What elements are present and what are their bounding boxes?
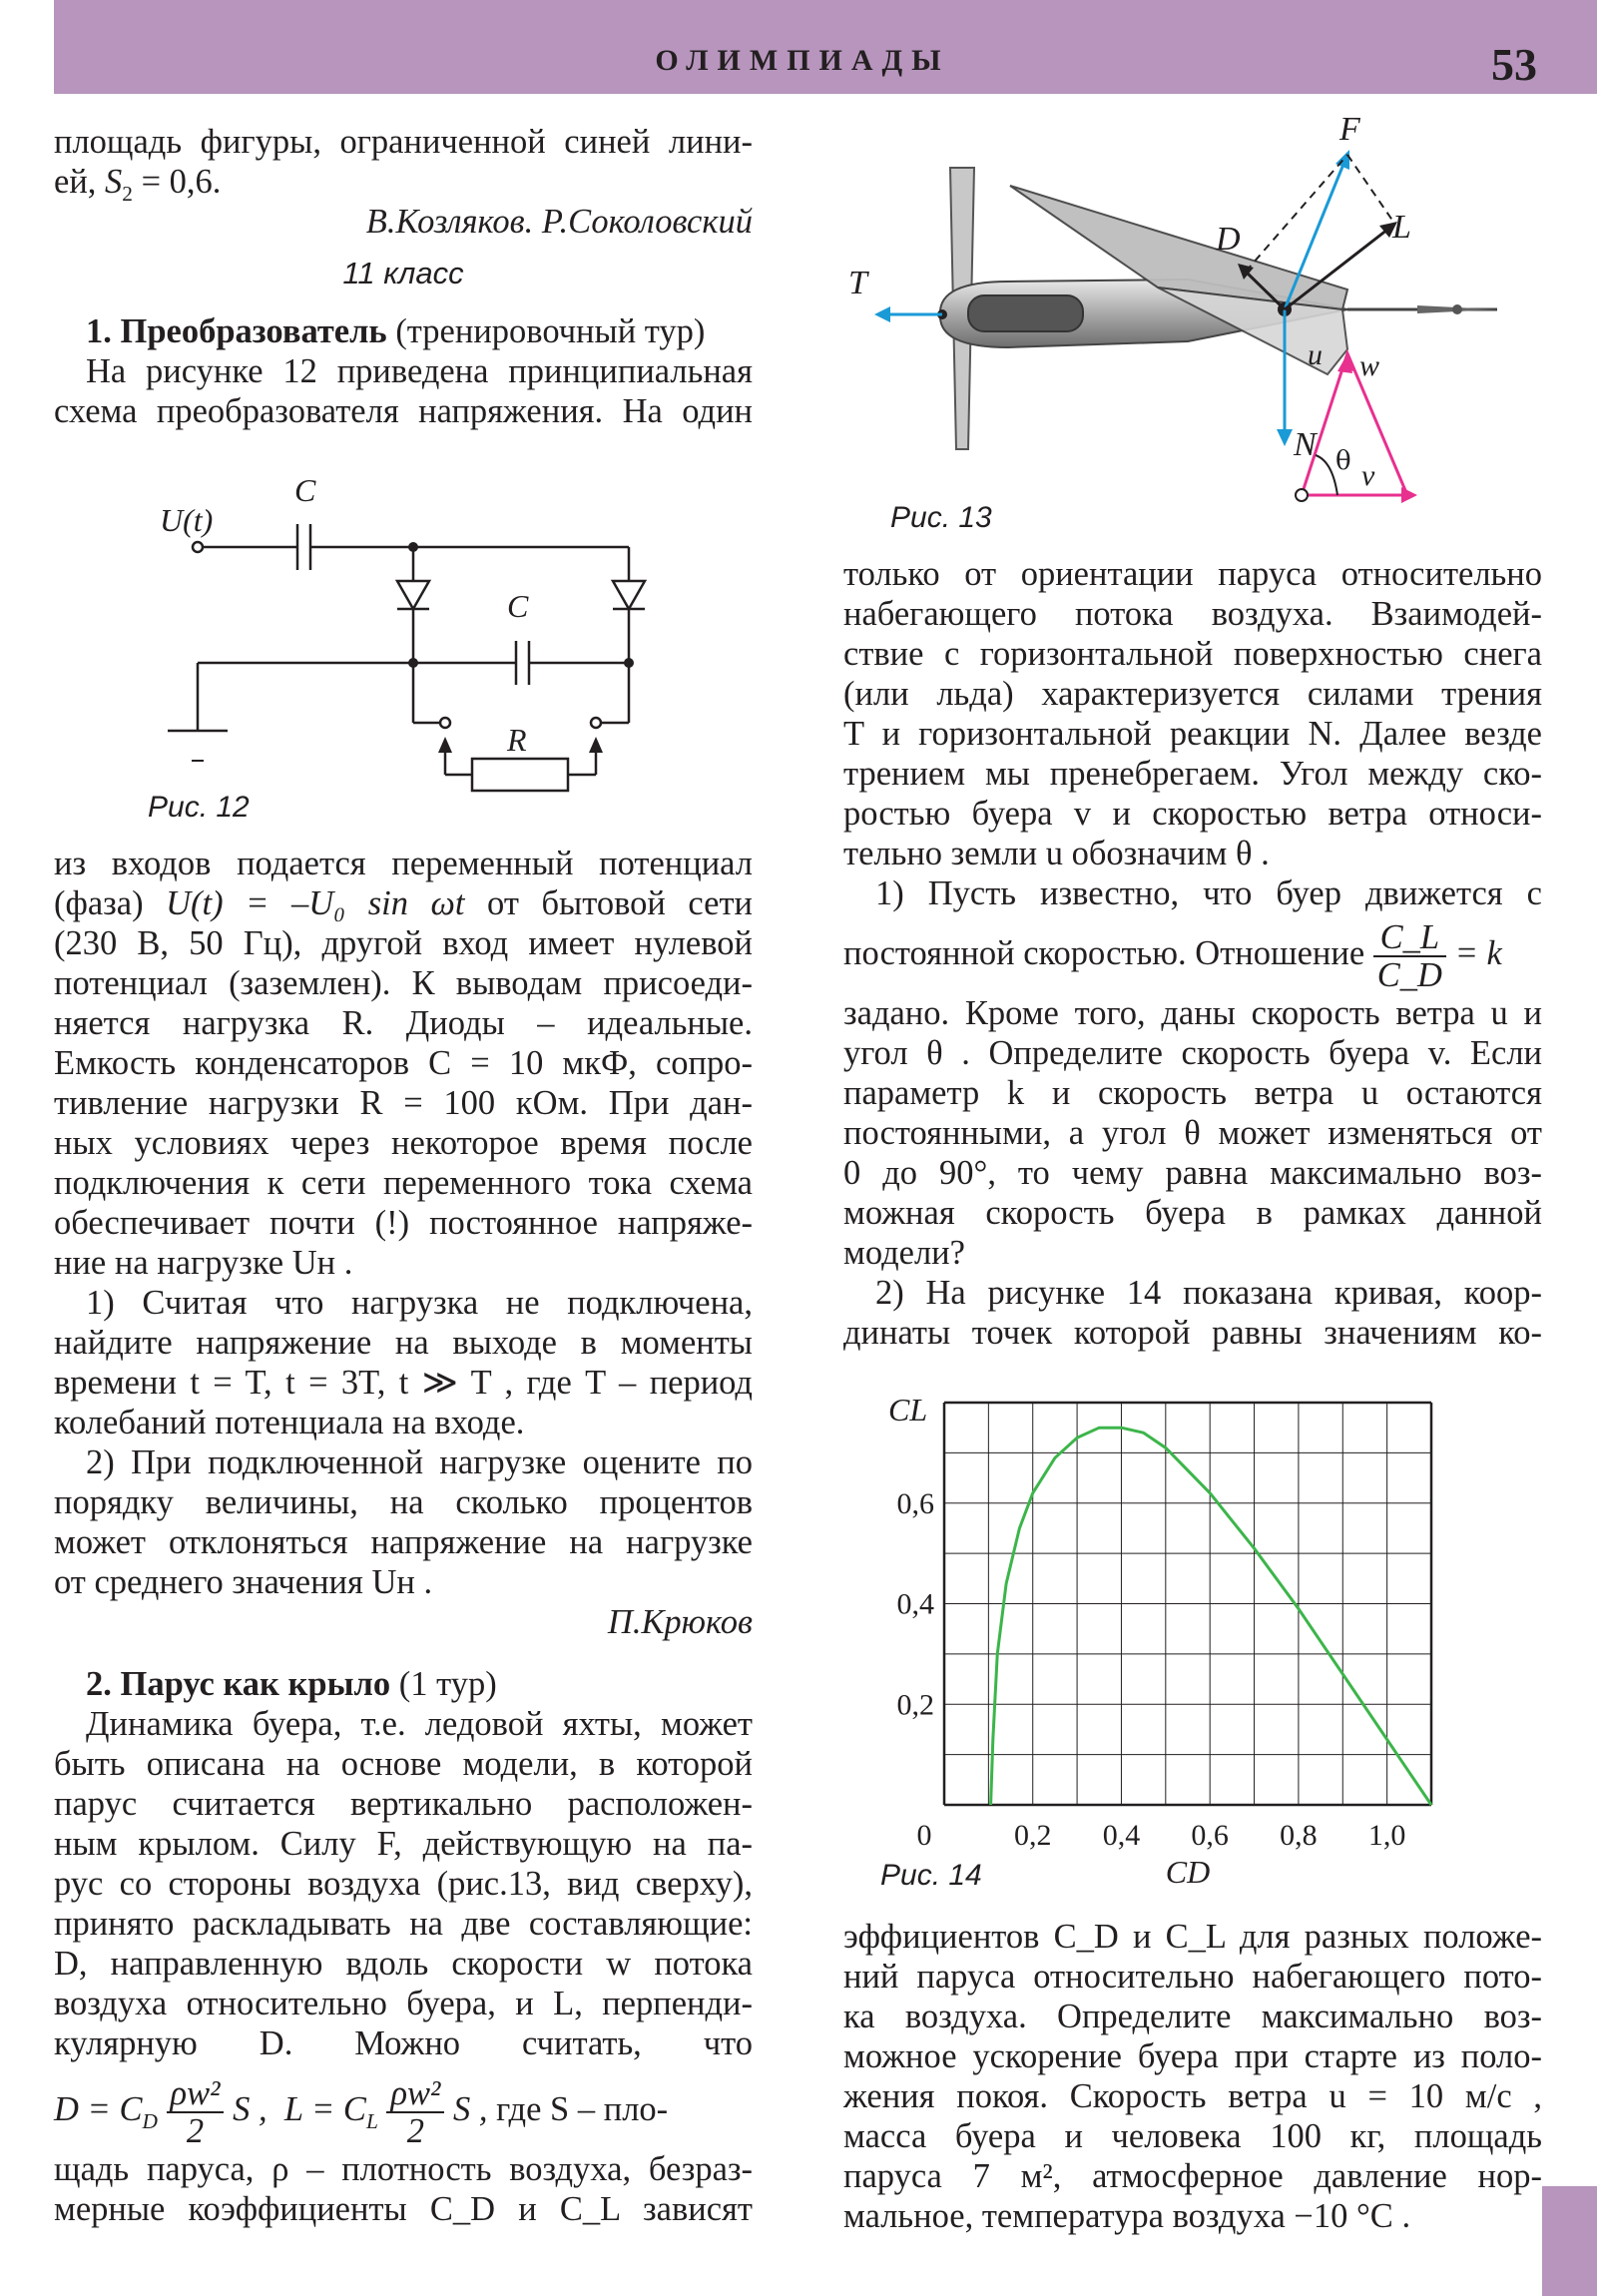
question-text: модели? [843, 1234, 965, 1273]
grade-heading: 11 класс [342, 256, 464, 290]
problem1-question: от среднего значения Uн . [54, 1563, 433, 1601]
problem2-text: D, направленную вдоль скорости w потока [54, 1945, 753, 1983]
problem2-text: щадь паруса, ρ – плотность воздуха, безраз- [54, 2150, 753, 2189]
right-text: ствие с горизонтальной поверхностью снега [843, 635, 1542, 673]
right-text: только от ориентации паруса относительно [843, 555, 1542, 593]
svg-text:C: C [507, 588, 529, 624]
label-F: F [1339, 111, 1360, 148]
label-D: D [1216, 221, 1241, 258]
right-text: ний паруса относительно набегающего пото- [843, 1958, 1542, 1996]
figure-12-caption: Рис. 12 [148, 791, 250, 824]
right-text: (или льда) характеризуется силами трения [843, 675, 1542, 713]
question-text: параметр k и скорость ветра u остаются [843, 1074, 1542, 1113]
problem1-question: 2) При подключенной нагрузке оцените по [86, 1443, 753, 1481]
question-text: постоянными, а угол θ может изменяться от [843, 1114, 1542, 1153]
label-L: L [1392, 209, 1411, 246]
right-text: тельно земли u обозначим θ . [843, 835, 1270, 872]
label-theta: θ [1335, 446, 1351, 476]
x-axis-label: CD [1165, 1854, 1211, 1890]
problem1-question: порядку величины, на сколько процентов [54, 1483, 753, 1521]
problem2-title: 2. Парус как крыло (1 тур) [86, 1665, 497, 1703]
svg-text:C: C [294, 472, 316, 508]
formula-line: $D = C_D$ $\frac{\text{ρw²}}{2}$ S , $L = C_L$ $\frac{\text{ρw²}}{2}$ S , где S – пло- [54, 2074, 669, 2151]
label-T: T [848, 265, 867, 301]
problem1-text: обеспечивает почти (!) постоянное напряже- [54, 1204, 753, 1242]
ratio-fraction: $\frac{C\_L}{C\_D}$ [1373, 919, 1446, 993]
label-v: v [1361, 459, 1375, 492]
question-text: динаты точек которой равны значениям ко- [843, 1314, 1542, 1353]
left-column-2 [54, 844, 753, 2229]
problem1-title: 1. Преобразователь (тренировочный тур) [86, 312, 706, 350]
question-text: 2) На рисунке 14 показана кривая, коор- [875, 1274, 1542, 1313]
right-text: T и горизонтальной реакции N. Далее везде [843, 715, 1542, 753]
x-tick-label: 0,8 [1280, 1819, 1318, 1852]
y-axis-label: CL [888, 1392, 928, 1428]
right-text: ростью буера v и скоростью ветра относи- [843, 795, 1542, 833]
problem1-text: потенциал (заземлен). К выводам присоеди- [54, 964, 753, 1002]
intro-line: площадь фигуры, ограниченной синей лини- [54, 123, 753, 161]
problem1-text: тивление нагрузки R = 100 кОм. При дан- [54, 1084, 753, 1122]
right-column [843, 554, 1542, 1353]
problem1-text: (230 В, 50 Гц), другой вход имеет нулевой [54, 924, 753, 962]
right-column-2 [843, 1917, 1542, 2236]
problem1-question: времени t = T, t = 3T, t ≫ T , где T – период [54, 1364, 753, 1402]
page-header [54, 0, 1597, 94]
x-tick-label: 0 [916, 1819, 932, 1852]
problem2-text: быть описана на основе модели, в которой [54, 1745, 753, 1783]
question-text: 1) Пусть известно, что буер движется с [875, 874, 1542, 912]
x-tick-label: 0,2 [1013, 1819, 1052, 1852]
problem2-text: Динамика буера, т.е. ледовой яхты, может [86, 1705, 753, 1743]
problem1-text: Емкость конденсаторов C = 10 мкФ, сопро- [54, 1044, 753, 1082]
right-text: можное ускорение буера при старте из поло- [843, 2037, 1542, 2075]
question-text: можная скорость буера в рамках данной [843, 1194, 1542, 1233]
problem1-question: 1) Считая что нагрузка не подключена, [86, 1284, 753, 1322]
question-text: 0 до 90°, то чему равна максимально воз- [843, 1154, 1542, 1193]
fraction: $\frac{\text{ρw²}}{2}$ [386, 2075, 444, 2149]
problem1-text: (фаза) U(t) = –U₀ sin ωt от бытовой сети [54, 884, 753, 922]
label-N: N [1294, 426, 1317, 463]
problem1-question: колебаний потенциала на входе. [54, 1404, 525, 1441]
figure-14-caption: Рис. 14 [880, 1859, 982, 1892]
svg-text:R: R [507, 722, 527, 758]
problem1-text: подключения к сети переменного тока схема [54, 1164, 753, 1202]
x-tick-label: 0,4 [1102, 1819, 1141, 1852]
page-number: 53 [1491, 39, 1537, 90]
figure-12-circuit [140, 469, 659, 829]
author: П.Крюков [607, 1603, 753, 1641]
y-tick-label: 0,4 [896, 1587, 934, 1621]
label-w: w [1359, 349, 1380, 382]
problem2-text: парус считается вертикально расположен- [54, 1785, 753, 1823]
problem2-text: мерные коэффициенты C_D и C_L зависят [54, 2190, 753, 2229]
intro-line: ей, $S_2 = 0,6$. [54, 163, 222, 206]
x-tick-label: 0,6 [1191, 1819, 1229, 1852]
problem1-text: из входов подается переменный потенциал [54, 845, 753, 882]
right-text: трением мы пренебрегаем. Угол между ско- [843, 755, 1542, 793]
y-tick-label: 0,2 [896, 1688, 934, 1722]
right-text: паруса 7 м², атмосферное давление нор- [843, 2157, 1542, 2195]
problem1-text: ных условиях через некоторое время после [54, 1124, 753, 1162]
problem1-text: схема преобразователя напряжения. На один [54, 392, 753, 430]
corner-tab [1542, 2186, 1597, 2296]
authors: В.Козляков. Р.Соколовский [365, 203, 753, 241]
problem2-text: рус со стороны воздуха (рис.13, вид сверху), [54, 1865, 753, 1903]
problem1-text: ние на нагрузке Uн . [54, 1244, 353, 1282]
figure-13-iceboat [828, 110, 1547, 519]
right-text: эффициентов C_D и C_L для разных положе- [843, 1918, 1542, 1956]
y-tick-label: 0,6 [896, 1486, 934, 1520]
problem2-text: кулярную D. Можно считать, что [54, 2024, 753, 2062]
figure-13-caption: Рис. 13 [890, 501, 992, 534]
right-text: ка воздуха. Определите максимально воз- [843, 1998, 1542, 2035]
section-title: ОЛИМПИАДЫ [655, 44, 950, 77]
left-column [54, 122, 753, 431]
label-u: u [1308, 338, 1323, 371]
problem1-question: найдите напряжение на выходе в моменты [54, 1324, 753, 1362]
problem1-text: На рисунке 12 приведена принципиальная [86, 352, 753, 390]
question-text: постоянной скоростью. Отношение $\frac{C\_L}{C\_D}$ = k [843, 918, 1502, 995]
problem2-text: ным крылом. Силу F, действующую на па- [54, 1825, 753, 1863]
problem1-text: няется нагрузка R. Диоды – идеальные. [54, 1004, 753, 1042]
right-text: набегающего потока воздуха. Взаимодей- [843, 595, 1542, 633]
problem1-question: может отклоняться напряжение на нагрузке [54, 1523, 753, 1561]
series-line [991, 1428, 1431, 1805]
problem2-text: принято раскладывать на две составляющие: [54, 1905, 753, 1943]
svg-text:U(t): U(t) [160, 502, 214, 538]
x-tick-label: 1,0 [1367, 1819, 1406, 1852]
question-text: угол θ . Определите скорость буера v. Если [843, 1034, 1542, 1073]
fraction: $\frac{\text{ρw²}}{2}$ [167, 2075, 225, 2149]
right-text: жения покоя. Скорость ветра u = 10 м/с , [843, 2077, 1542, 2115]
question-text: задано. Кроме того, даны скорость ветра u и [843, 994, 1542, 1033]
problem2-text: воздуха относительно буера, и L, перпенди- [54, 1985, 753, 2022]
right-text: мальное, температура воздуха −10 °C . [843, 2197, 1411, 2235]
right-text: масса буера и человека 100 кг, площадь [843, 2117, 1542, 2155]
